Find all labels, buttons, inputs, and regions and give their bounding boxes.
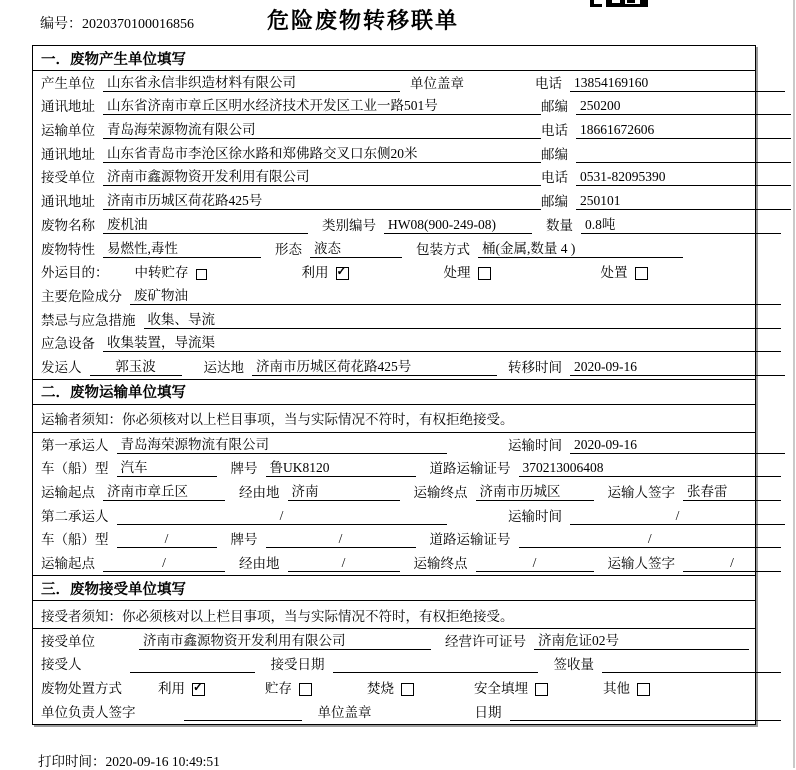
via1-value: 济南 (288, 480, 400, 501)
use-checkbox (336, 267, 349, 280)
disposal-option-storage (265, 677, 312, 697)
row-vehicle1 (33, 457, 755, 481)
carrier1-label: 第一承运人 (41, 437, 109, 453)
row-route2 (33, 551, 755, 575)
carrier2-value: / (117, 508, 447, 525)
disposal-option-other-label: 其他 (603, 681, 630, 697)
disposal-option-use (158, 677, 205, 697)
permit1-label: 道路运输证号 (429, 461, 511, 477)
purpose-option-dispose-label: 处置 (600, 265, 628, 281)
producer-unit-label: 产生单位 (41, 75, 95, 91)
treat-checkbox (478, 267, 491, 280)
disposal-option-incinerate (367, 677, 414, 697)
vehicle1-value: 汽车 (117, 456, 217, 477)
zip2-value (576, 146, 791, 163)
purpose-option-transfer-storage (135, 261, 207, 281)
row-waste-name (33, 213, 755, 237)
license-label: 经营许可证号 (445, 633, 526, 649)
destination-label: 运达地 (203, 359, 244, 375)
purpose-option-dispose (601, 261, 648, 281)
hazard-label: 主要危险成分 (41, 288, 122, 304)
measures-value: 收集、导流 (144, 308, 782, 329)
origin1-label: 运输起点 (41, 485, 95, 500)
waste-name-value: 废机油 (103, 213, 308, 234)
row-main-hazard (33, 284, 755, 308)
purpose-label: 外运目的： (41, 265, 109, 281)
row-disposal (33, 676, 755, 700)
section-transport-header: 二．废物运输单位填写 (33, 379, 755, 405)
disposal-option-landfill-label: 安全填埋 (474, 681, 528, 697)
carrier1-value: 青岛海荣源物流有限公司 (117, 433, 447, 454)
row-receive-unit (33, 629, 755, 653)
section-receiver-header: 三．废物接受单位填写 (33, 575, 755, 601)
origin2-label: 运输起点 (41, 556, 95, 572)
addr3-value: 济南市历城区荷花路425号 (103, 189, 541, 210)
amount-value (602, 656, 781, 673)
responsible-sign-value (184, 704, 302, 721)
permit2-value: / (519, 531, 782, 548)
row-carrier2 (33, 504, 755, 528)
end1-label: 运输终点 (413, 485, 468, 500)
destination-value: 济南市历城区荷花路425号 (252, 355, 497, 376)
vehicle2-value: / (117, 531, 217, 548)
end2-value: / (476, 555, 594, 572)
phone1-label: 电话 (535, 75, 562, 91)
measures-label: 禁忌与应急措施 (41, 312, 136, 328)
receiver-seal-label: 单位盖章 (317, 704, 372, 720)
purpose-option-use-label: 利用 (301, 265, 329, 281)
waste-name-label: 废物名称 (41, 217, 95, 233)
sign2-value: / (683, 555, 781, 572)
row-responsible-sign (33, 700, 755, 724)
row-receiver-address (33, 189, 755, 213)
disposal-option-other (603, 677, 650, 697)
property-label: 废物特性 (41, 241, 95, 257)
disposal-incinerate-checkbox (401, 683, 414, 696)
via2-label: 经由地 (239, 556, 280, 572)
addr1-value: 山东省济南市章丘区明水经济技术开发区工业一路501号 (103, 94, 541, 115)
row-route1 (33, 480, 755, 504)
end2-label: 运输终点 (413, 556, 468, 572)
receive-date-value (333, 656, 538, 673)
responsible-sign-label: 单位负责人签字 (41, 704, 136, 720)
qr-code-fragment-icon (590, 0, 648, 8)
dispose-checkbox (635, 267, 648, 280)
quantity-label: 数量 (546, 217, 573, 233)
disposal-landfill-checkbox (535, 683, 548, 696)
addr2-label: 通讯地址 (41, 146, 95, 162)
unit-seal-label: 单位盖章 (410, 75, 464, 91)
transport-unit-label: 运输单位 (41, 123, 95, 139)
zip3-label: 邮编 (541, 194, 568, 210)
row-vehicle2 (33, 528, 755, 552)
addr3-label: 通讯地址 (41, 194, 95, 210)
transport-unit-value: 青岛海荣源物流有限公司 (103, 118, 541, 139)
equipment-value: 收集装置，导流渠 (103, 331, 781, 352)
form-label: 形态 (275, 241, 302, 257)
disposal-use-checkbox (192, 683, 205, 696)
purpose-option-treat (444, 261, 491, 281)
vehicle2-label: 车（船）型 (41, 532, 109, 548)
addr1-label: 通讯地址 (41, 99, 95, 115)
plate2-label: 牌号 (230, 532, 258, 548)
quantity-value: 0.8吨 (581, 213, 781, 234)
serial-label: 编号： (40, 17, 82, 32)
print-time (38, 750, 220, 770)
receive-person-label: 接受人 (41, 657, 82, 673)
addr2-value: 山东省青岛市李沧区徐水路和郑佛路交叉口东侧20米 (103, 142, 541, 163)
disposal-option-storage-label: 贮存 (265, 681, 292, 697)
phone3-label: 电话 (541, 170, 568, 186)
time1-value: 2020-09-16 (570, 437, 785, 454)
carrier2-label: 第二承运人 (41, 508, 109, 524)
via1-label: 经由地 (239, 485, 280, 500)
vehicle1-label: 车（船）型 (41, 461, 109, 477)
receive-unit-label: 接受单位 (41, 633, 95, 649)
category-label: 类别编号 (322, 217, 376, 233)
print-time-value: 2020-09-16 10:49:51 (105, 754, 220, 769)
hazard-value: 废矿物油 (130, 284, 781, 305)
transport-notice: 运输者须知：你必须核对以上栏目事项，当与实际情况不符时，有权拒绝接受。 (33, 405, 755, 433)
manifest-form (32, 45, 756, 725)
phone2-label: 电话 (541, 123, 568, 139)
sender-label: 发运人 (41, 359, 82, 375)
row-purpose (33, 261, 755, 285)
plate1-label: 牌号 (230, 461, 258, 477)
transfer-time-value: 2020-09-16 (570, 359, 785, 376)
row-producer-unit (33, 71, 755, 95)
packing-label: 包装方式 (416, 241, 470, 257)
permit2-label: 道路运输证号 (429, 532, 511, 548)
zip1-label: 邮编 (541, 99, 568, 115)
disposal-storage-checkbox (299, 683, 312, 696)
time2-label: 运输时间 (508, 508, 562, 524)
row-producer-address (33, 95, 755, 119)
zip3-value: 250101 (576, 193, 791, 210)
producer-unit-value: 山东省永信非织造材料有限公司 (103, 71, 400, 92)
serial-value: 2020370100016856 (82, 17, 194, 32)
receive-unit-value: 济南市鑫源物资开发利用有限公司 (139, 629, 431, 650)
end1-value: 济南市历城区 (476, 480, 594, 501)
packing-value: 桶(金属,数量 4 ) (478, 237, 683, 258)
final-date-value (510, 704, 782, 721)
disposal-option-incinerate-label: 焚烧 (367, 681, 394, 697)
sign1-value: 张春雷 (683, 480, 781, 501)
receiver-notice: 接受者须知：你必须核对以上栏目事项，当与实际情况不符时，有权拒绝接受。 (33, 601, 755, 629)
zip1-value: 250200 (576, 98, 791, 115)
row-sender (33, 355, 755, 379)
origin1-value: 济南市章丘区 (103, 480, 225, 501)
permit1-value: 370213006408 (519, 460, 782, 477)
row-receiver-unit (33, 166, 755, 190)
row-emergency-equipment (33, 332, 755, 356)
equipment-label: 应急设备 (41, 336, 95, 352)
time1-label: 运输时间 (508, 437, 562, 453)
category-value: HW08(900-249-08) (384, 217, 532, 234)
plate2-value: / (266, 531, 416, 548)
origin2-value: / (103, 555, 225, 572)
sender-value: 郭玉波 (90, 355, 182, 376)
phone2-value: 18661672606 (576, 122, 791, 139)
purpose-option-treat-label: 处理 (443, 265, 471, 281)
row-transport-address (33, 142, 755, 166)
final-date-label: 日期 (474, 704, 502, 720)
receiver-unit-value: 济南市鑫源物资开发利用有限公司 (103, 165, 541, 186)
license-value: 济南危证02号 (534, 629, 749, 650)
sign2-label: 运输人签字 (607, 556, 675, 572)
section-producer-header: 一．废物产生单位填写 (33, 46, 755, 71)
form-value: 液态 (310, 237, 402, 258)
amount-label: 签收量 (553, 657, 594, 673)
phone1-value: 13854169160 (570, 75, 785, 92)
row-carrier1 (33, 433, 755, 457)
property-value: 易燃性,毒性 (103, 237, 261, 258)
disposal-other-checkbox (637, 683, 650, 696)
row-waste-property (33, 237, 755, 261)
receiver-unit-label: 接受单位 (41, 170, 95, 186)
page-title: 危险废物转移联单 (266, 8, 459, 33)
purpose-option-transfer-storage-label: 中转贮存 (134, 265, 189, 281)
disposal-option-landfill (474, 677, 548, 697)
transfer-storage-checkbox (196, 269, 207, 280)
page-edge-line (793, 0, 795, 768)
disposal-label: 废物处置方式 (41, 681, 122, 697)
row-emergency-measures (33, 308, 755, 332)
receive-date-label: 接受日期 (270, 657, 325, 673)
time2-value: / (570, 508, 785, 525)
via2-value: / (288, 555, 400, 572)
row-transport-unit (33, 118, 755, 142)
plate1-value: 鲁UK8120 (266, 456, 416, 477)
transfer-time-label: 转移时间 (508, 359, 562, 375)
print-time-label: 打印时间： (38, 754, 106, 769)
disposal-option-use-label: 利用 (158, 681, 185, 697)
phone3-value: 0531-82095390 (576, 169, 791, 186)
zip2-label: 邮编 (541, 146, 568, 162)
purpose-option-use (302, 261, 349, 281)
sign1-label: 运输人签字 (607, 485, 675, 500)
row-receive-person (33, 653, 755, 677)
receive-person-value (130, 656, 255, 673)
